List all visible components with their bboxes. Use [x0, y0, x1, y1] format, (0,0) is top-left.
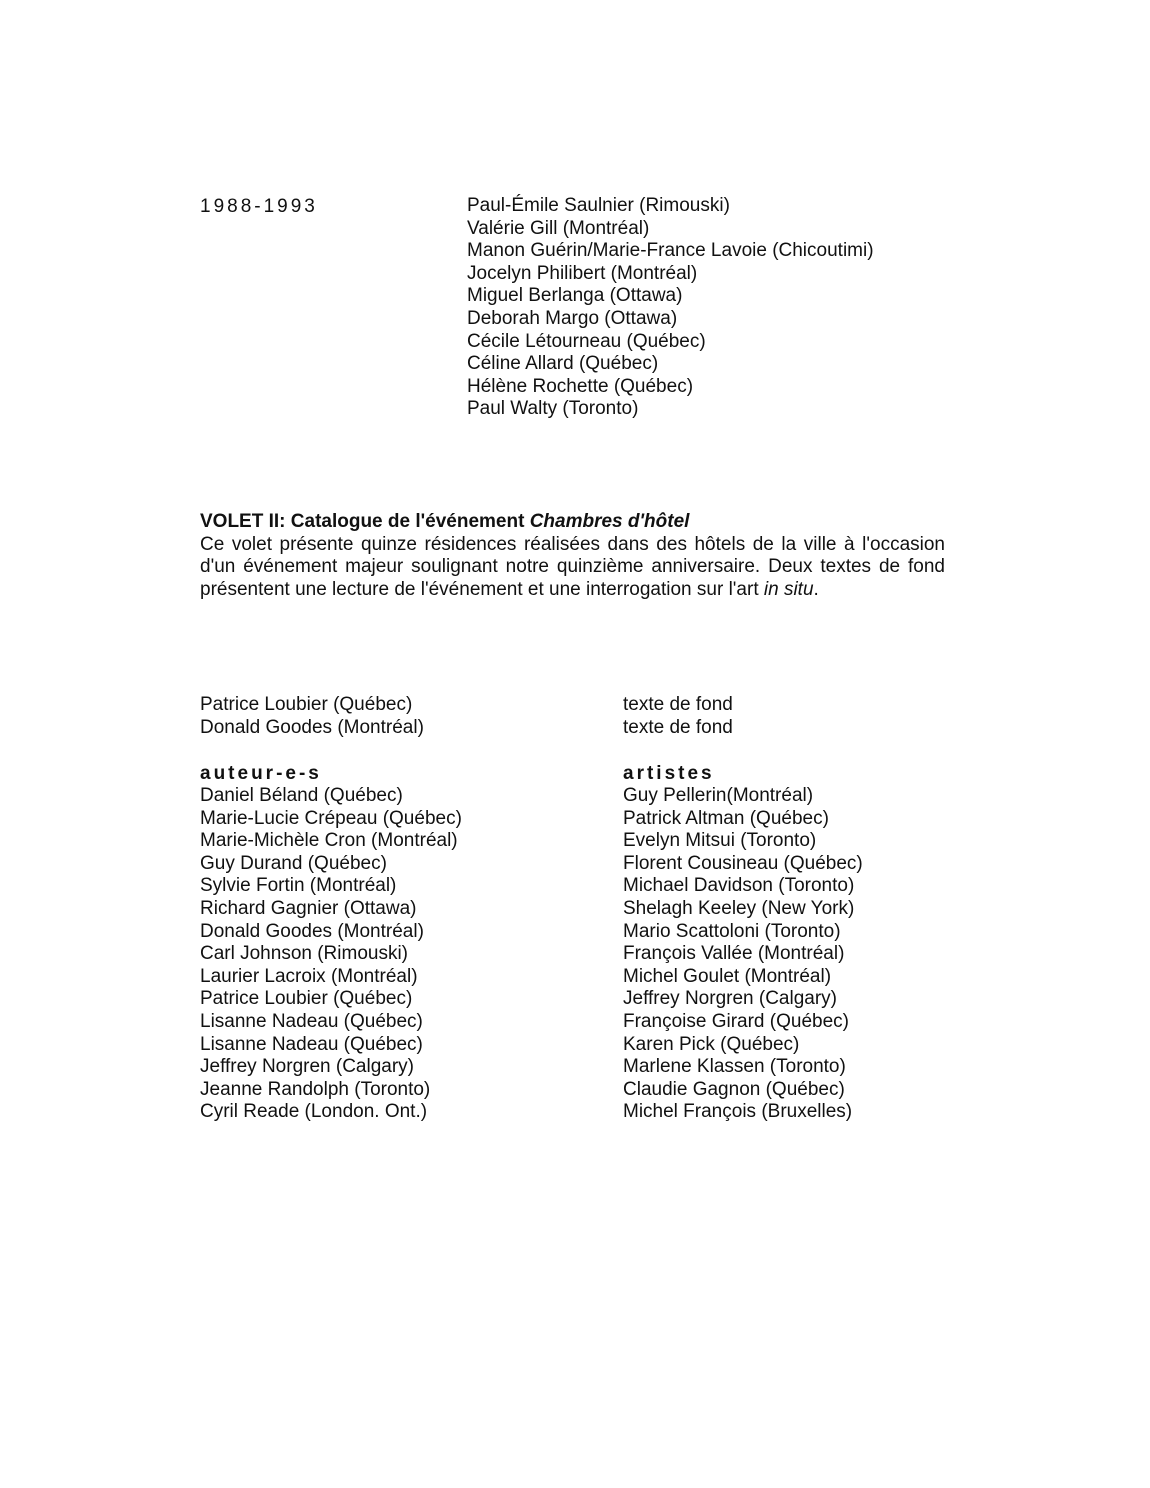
description-end: .: [813, 578, 819, 600]
authors-heading: auteur-e-s: [200, 763, 322, 784]
list-item: Paul Walty (Toronto): [467, 398, 639, 420]
list-item: texte de fond: [623, 716, 733, 738]
list-item: Hélène Rochette (Québec): [467, 375, 694, 397]
list-item: Richard Gagnier (Ottawa): [200, 897, 417, 919]
list-item: Jeanne Randolph (Toronto): [200, 1078, 431, 1100]
list-item: Cyril Reade (London. Ont.): [200, 1101, 428, 1123]
list-item: Cécile Létourneau (Québec): [467, 330, 706, 352]
section-description: [200, 534, 945, 602]
list-item: Deborah Margo (Ottawa): [467, 307, 678, 329]
list-item: Patrick Altman (Québec): [623, 807, 829, 829]
heading-text: VOLET II: Catalogue de l'événement: [200, 511, 530, 532]
list-item: Françoise Girard (Québec): [623, 1010, 849, 1032]
list-item: Shelagh Keeley (New York): [623, 897, 855, 919]
volet-section: [200, 511, 945, 601]
section-heading: [200, 511, 945, 534]
list-item: Marie-Michèle Cron (Montréal): [200, 830, 458, 852]
list-item: Karen Pick (Québec): [623, 1033, 800, 1055]
authors-list: [200, 785, 462, 1124]
list-item: Patrice Loubier (Québec): [200, 694, 413, 715]
list-item: Paul-Émile Saulnier (Rimouski): [467, 195, 730, 216]
list-item: Jocelyn Philibert (Montréal): [467, 262, 698, 284]
list-item: Sylvie Fortin (Montréal): [200, 875, 397, 897]
list-item: Valérie Gill (Montréal): [467, 217, 650, 239]
list-item: Marlene Klassen (Toronto): [623, 1056, 846, 1078]
list-item: Evelyn Mitsui (Toronto): [623, 830, 817, 852]
list-item: Carl Johnson (Rimouski): [200, 943, 409, 965]
list-item: Daniel Béland (Québec): [200, 785, 403, 806]
list-item: Michael Davidson (Toronto): [623, 875, 855, 897]
list-item: François Vallée (Montréal): [623, 943, 845, 965]
background-text-roles: [623, 694, 733, 739]
list-item: Céline Allard (Québec): [467, 353, 659, 375]
artists-list: [623, 785, 863, 1124]
description-italic: in situ: [763, 578, 814, 600]
residents-list: [467, 195, 874, 421]
list-item: Manon Guérin/Marie-France Lavoie (Chicoutimi): [467, 240, 874, 262]
list-item: Guy Durand (Québec): [200, 852, 387, 874]
list-item: Florent Cousineau (Québec): [623, 852, 863, 874]
list-item: texte de fond: [623, 694, 733, 715]
list-item: Lisanne Nadeau (Québec): [200, 1010, 423, 1032]
list-item: Guy Pellerin(Montréal): [623, 785, 814, 806]
list-item: Donald Goodes (Montréal): [200, 920, 424, 942]
list-item: Lisanne Nadeau (Québec): [200, 1033, 423, 1055]
period-label: 1988-1993: [200, 196, 318, 217]
list-item: Mario Scattoloni (Toronto): [623, 920, 841, 942]
background-text-authors: [200, 694, 424, 739]
list-item: Michel François (Bruxelles): [623, 1101, 853, 1123]
list-item: Donald Goodes (Montréal): [200, 716, 424, 738]
list-item: Patrice Loubier (Québec): [200, 988, 413, 1010]
list-item: Jeffrey Norgren (Calgary): [200, 1056, 415, 1078]
list-item: Marie-Lucie Crépeau (Québec): [200, 807, 462, 829]
artists-heading: artistes: [623, 763, 715, 784]
heading-italic-title: Chambres d'hôtel: [529, 511, 690, 532]
list-item: Laurier Lacroix (Montréal): [200, 965, 418, 987]
list-item: Jeffrey Norgren (Calgary): [623, 988, 838, 1010]
description-text: Ce volet présente quinze résidences réalisées dans des hôtels de la ville à l'occasion d'un événement majeur soulignant notre quinzième anniversaire. Deux textes de fond présentent une lecture de l'événement et une interrogation sur l'art: [200, 533, 945, 600]
list-item: Miguel Berlanga (Ottawa): [467, 285, 683, 307]
list-item: Claudie Gagnon (Québec): [623, 1078, 845, 1100]
list-item: Michel Goulet (Montréal): [623, 965, 832, 987]
